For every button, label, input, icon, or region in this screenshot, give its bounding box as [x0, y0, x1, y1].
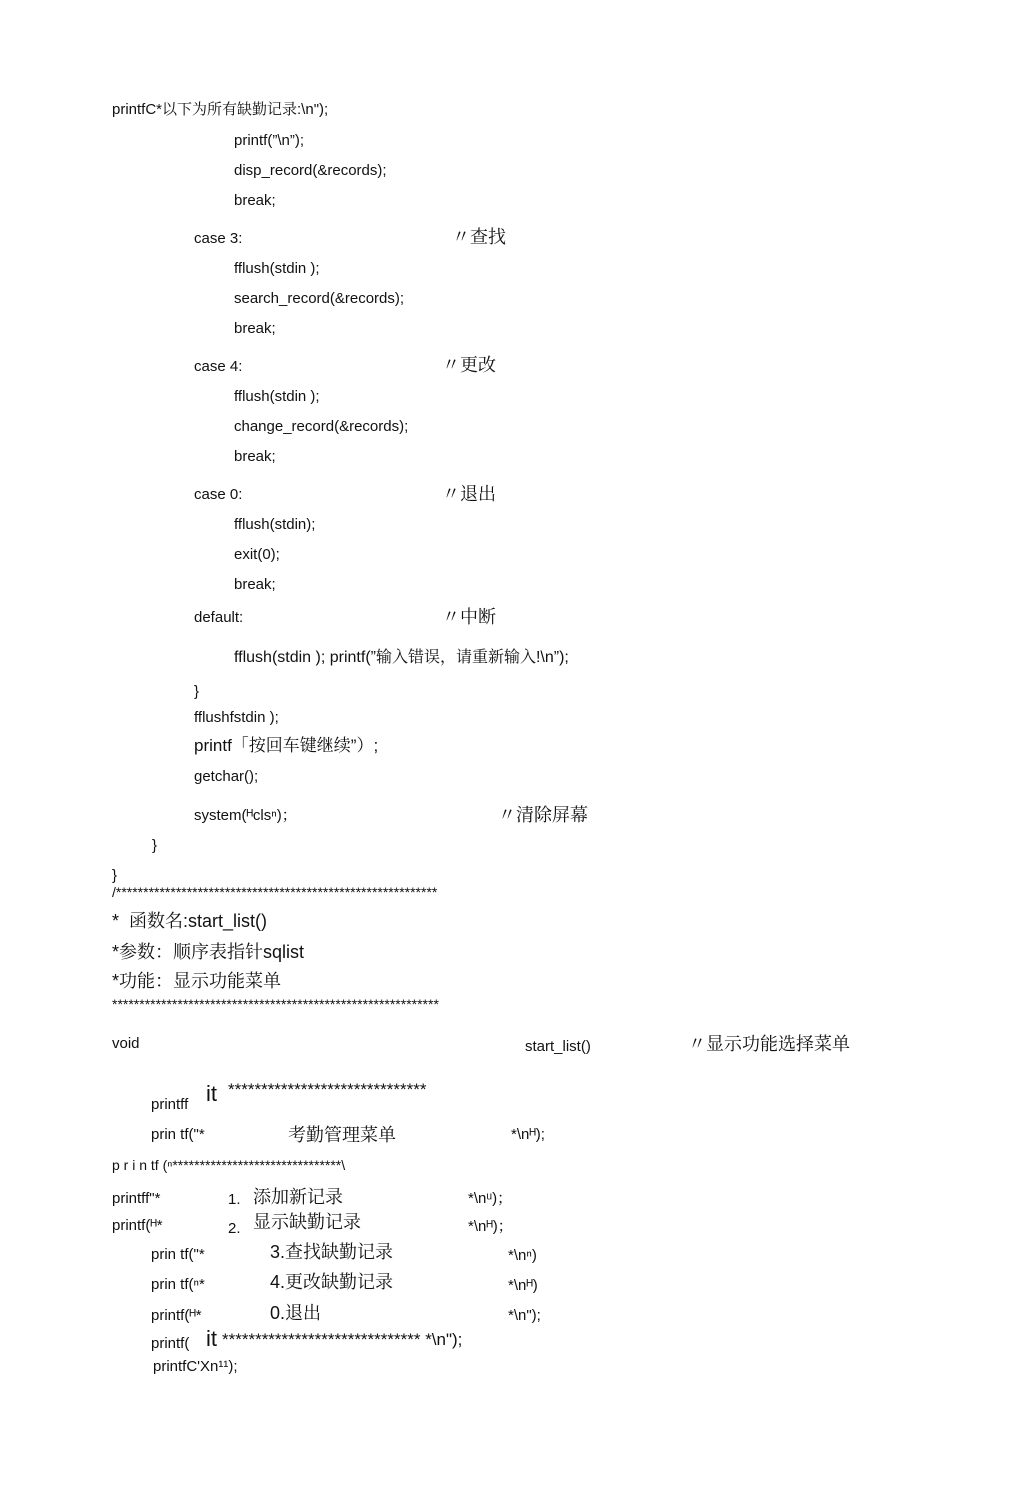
code-line: *\nᵘ)； [468, 1190, 513, 1207]
code-comment: 〃更改 [442, 355, 496, 375]
code-line: it [206, 1326, 217, 1351]
code-line: case 3: [194, 230, 243, 247]
code-line: fflushfstdin ); [194, 709, 279, 726]
code-line: system(ᴴclsⁿ)； [194, 807, 297, 824]
code-line: printf「按回车键继续”）; [194, 736, 379, 755]
code-line: 考勤管理菜单 [288, 1125, 396, 1145]
code-line: 1. [228, 1191, 241, 1208]
code-line: 0.退出 [270, 1303, 322, 1323]
code-line: *功能：显示功能菜单 [112, 971, 282, 991]
code-comment: 〃中断 [442, 607, 496, 627]
code-line: 3.查找缺勤记录 [270, 1242, 394, 1262]
code-line: default: [194, 609, 244, 626]
code-line: change_record(&records); [234, 418, 409, 435]
code-line: case 0: [194, 486, 243, 503]
code-line: fflush(stdin ); [234, 260, 320, 277]
code-line: *\nᴴ)； [468, 1218, 513, 1235]
code-line: prin tf("* [151, 1126, 205, 1143]
code-line: } [194, 683, 200, 700]
code-line: printff [151, 1096, 189, 1113]
code-line: *参数：顺序表指针sqlist [112, 942, 305, 962]
code-line: printfC*以下为所有缺勤记录:\n"); [112, 101, 329, 118]
code-line: printf( [151, 1335, 190, 1352]
code-line: ****************************** *\n"); [222, 1330, 463, 1349]
code-line: it [206, 1081, 217, 1106]
code-line: break; [234, 320, 276, 337]
code-line: } [112, 867, 118, 884]
code-comment: 〃显示功能选择菜单 [688, 1034, 850, 1054]
code-line: printf(”\n”); [234, 132, 305, 149]
code-line: } [152, 837, 158, 854]
code-line: *\nᴴ); [511, 1126, 545, 1143]
code-comment: 〃退出 [442, 484, 496, 504]
code-line: printff"* [112, 1190, 161, 1207]
code-comment: 〃清除屏幕 [498, 805, 588, 825]
code-line: printf(ᴴ* [112, 1217, 163, 1234]
code-line: break; [234, 448, 276, 465]
code-line: search_record(&records); [234, 290, 405, 307]
code-line: 4.更改缺勤记录 [270, 1272, 394, 1292]
code-line: printf(ᴴ* [151, 1307, 202, 1324]
code-line: fflush(stdin ); [234, 388, 320, 405]
code-line: fflush(stdin ); printf(”输入错误，请重新输入!\n”); [234, 649, 569, 666]
code-line: * 函数名:start_list() [112, 911, 268, 931]
code-line: 2. [228, 1220, 241, 1237]
code-line: prin tf("* [151, 1246, 205, 1263]
code-line: ****************************** [228, 1080, 427, 1099]
code-line: p r i n tf (ⁿ*******************************\ [112, 1157, 346, 1173]
code-line: case 4: [194, 358, 243, 375]
code-line: /*********************************************************** [112, 884, 438, 900]
code-line: 显示缺勤记录 [253, 1212, 361, 1232]
code-line: exit(0); [234, 546, 280, 563]
code-line: *\n"); [508, 1307, 541, 1324]
code-line: fflush(stdin); [234, 516, 316, 533]
code-line: disp_record(&records); [234, 162, 387, 179]
code-line: ************************************************************ [112, 996, 439, 1012]
code-line: 添加新记录 [253, 1187, 343, 1207]
code-line: getchar(); [194, 768, 259, 785]
code-line: prin tf(ⁿ* [151, 1276, 205, 1293]
code-line: printfC'Xn¹¹); [153, 1358, 238, 1375]
code-line: start_list() [525, 1038, 591, 1055]
code-line: break; [234, 192, 276, 209]
code-line: *\nᴴ) [508, 1277, 538, 1294]
code-comment: 〃查找 [452, 227, 506, 247]
code-line: void [112, 1035, 140, 1052]
code-line: *\nⁿ) [508, 1247, 537, 1264]
code-line: break; [234, 576, 276, 593]
